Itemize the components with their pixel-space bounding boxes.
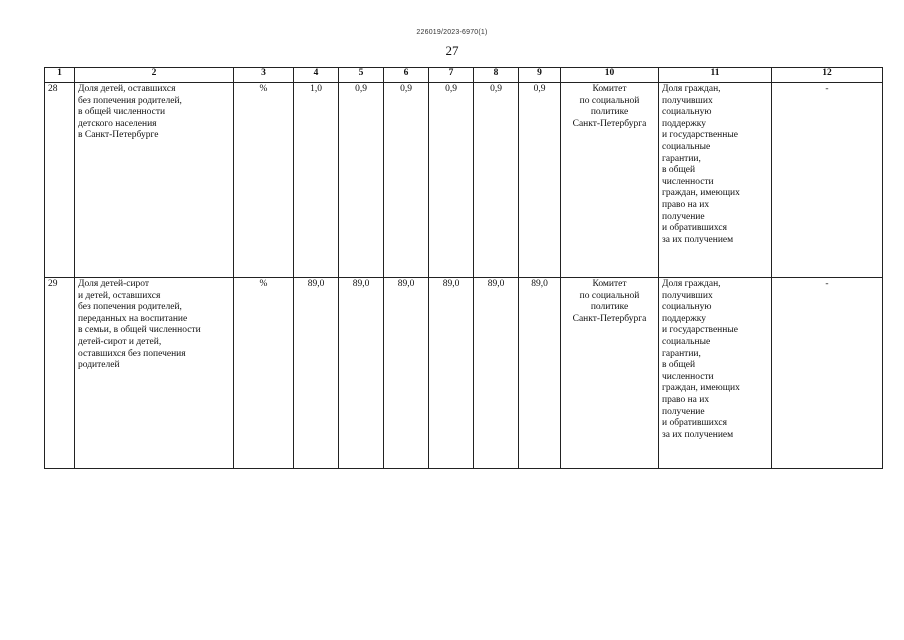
value-cell: 0,9 — [474, 83, 519, 278]
note-cell: - — [772, 83, 883, 278]
responsible-cell: Комитет по социальной политике Санкт-Петербурга — [561, 278, 659, 469]
unit-cell: % — [234, 278, 294, 469]
value-cell: 0,9 — [429, 83, 474, 278]
document-id: 226019/2023-6970(1) — [416, 29, 488, 36]
related-indicator-cell: Доля граждан, получивших социальную поддержку и государственные социальные гарантии, в общей численности граждан, имеющих право на их получение и обратившихся за их получением — [659, 278, 772, 469]
note-cell: - — [772, 278, 883, 469]
value-cell: 89,0 — [519, 278, 561, 469]
value-cell: 1,0 — [294, 83, 339, 278]
page-number: 27 — [445, 43, 459, 58]
header-cell: 5 — [339, 68, 384, 83]
header-cell: 1 — [45, 68, 75, 83]
value-cell: 89,0 — [294, 278, 339, 469]
value-cell: 0,9 — [384, 83, 429, 278]
header-cell: 10 — [561, 68, 659, 83]
indicator-name: Доля детей-сирот и детей, оставшихся без попечения родителей, переданных на воспитание в семьи, в общей численности детей-сирот и детей, оставшихся без попечения родителей — [75, 278, 234, 469]
header-cell: 3 — [234, 68, 294, 83]
header-cell: 7 — [429, 68, 474, 83]
header-row — [45, 68, 883, 83]
value-cell: 89,0 — [429, 278, 474, 469]
header-cell: 8 — [474, 68, 519, 83]
header-cell: 2 — [75, 68, 234, 83]
table-row — [45, 278, 883, 469]
header-cell: 9 — [519, 68, 561, 83]
table-row — [45, 83, 883, 278]
header-cell: 6 — [384, 68, 429, 83]
value-cell: 89,0 — [384, 278, 429, 469]
related-indicator-cell: Доля граждан, получивших социальную поддержку и государственные социальные гарантии, в общей численности граждан, имеющих право на их получение и обратившихся за их получением — [659, 83, 772, 278]
header-cell: 12 — [772, 68, 883, 83]
header-cell: 4 — [294, 68, 339, 83]
indicator-name: Доля детей, оставшихся без попечения родителей, в общей численности детского населения в Санкт-Петербурге — [75, 83, 234, 278]
row-number: 29 — [45, 278, 75, 469]
value-cell: 89,0 — [474, 278, 519, 469]
value-cell: 89,0 — [339, 278, 384, 469]
unit-cell: % — [234, 83, 294, 278]
row-number: 28 — [45, 83, 75, 278]
responsible-cell: Комитет по социальной политике Санкт-Петербурга — [561, 83, 659, 278]
indicators-table — [44, 67, 883, 469]
value-cell: 0,9 — [519, 83, 561, 278]
header-cell: 11 — [659, 68, 772, 83]
value-cell: 0,9 — [339, 83, 384, 278]
